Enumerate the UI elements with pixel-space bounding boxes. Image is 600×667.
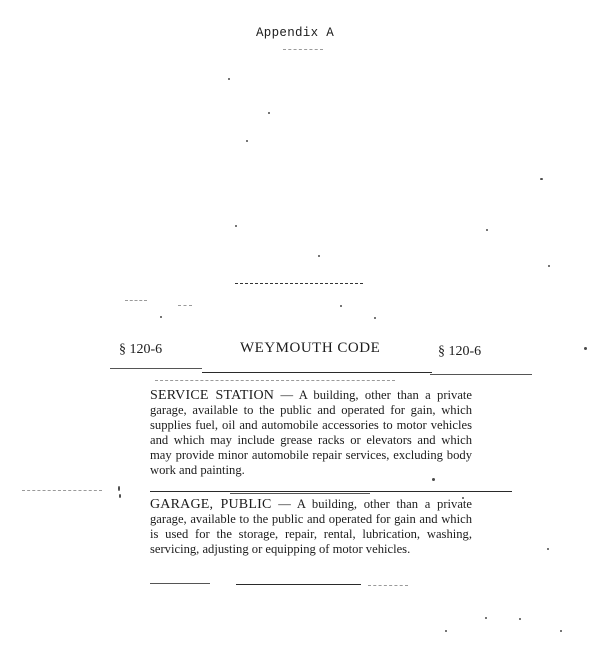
section-number-right: § 120-6 (438, 344, 482, 359)
scan-speck (119, 494, 121, 498)
header-rule (202, 372, 432, 373)
scan-speck (246, 140, 248, 142)
definition-text: A building, other than a private garage, available to the public and operated for gain and which is used for the storage, repair, rental, lubrication, washing, servicing, adjusting or equipping of motor vehicles. (150, 497, 472, 557)
scan-speck (340, 305, 342, 307)
scan-artifact-line (235, 283, 363, 284)
code-header (0, 340, 600, 360)
divider-rule (230, 493, 370, 494)
header-rule (430, 374, 532, 375)
definition-service-station (150, 388, 472, 479)
scan-speck (486, 229, 488, 231)
code-title: WEYMOUTH CODE (240, 340, 381, 356)
scan-artifact-line (178, 305, 192, 306)
header-rule (155, 380, 395, 381)
definition-separator: — (271, 497, 297, 511)
scan-speck (445, 630, 447, 632)
scan-speck (548, 265, 550, 267)
scan-speck (560, 630, 562, 632)
appendix-label: Appendix A (255, 26, 334, 40)
scan-speck (268, 112, 270, 114)
header-rule (110, 368, 202, 369)
scan-speck (519, 618, 521, 620)
scan-speck (228, 78, 230, 80)
scan-speck (160, 316, 162, 318)
scan-speck (485, 617, 487, 619)
scan-speck (374, 317, 376, 319)
definition-text: A building, other than a private garage, available to the public and operated for gain, which supplies fuel, oil and automobile accessories to motor vehicles and which may include grease racks or elevators and which may provide minor automobile repair services, excluding body work and painting. (150, 388, 473, 478)
scan-artifact-line (283, 49, 323, 50)
scan-speck (318, 255, 320, 257)
definition-garage-public (150, 497, 472, 557)
divider-rule (150, 491, 512, 492)
definition-term: GARAGE, PUBLIC (150, 497, 272, 512)
section-number-left: § 120-6 (119, 342, 163, 357)
scan-artifact-line (125, 300, 147, 301)
footer-rule (236, 584, 361, 585)
scan-speck (235, 225, 237, 227)
definition-term: SERVICE STATION (150, 388, 275, 403)
scan-speck (118, 486, 120, 491)
footer-rule (150, 583, 210, 584)
definition-separator: — (274, 388, 299, 402)
footer-rule (368, 585, 408, 586)
scan-speck (547, 548, 549, 550)
divider-rule (22, 490, 102, 491)
scan-speck (540, 178, 543, 180)
